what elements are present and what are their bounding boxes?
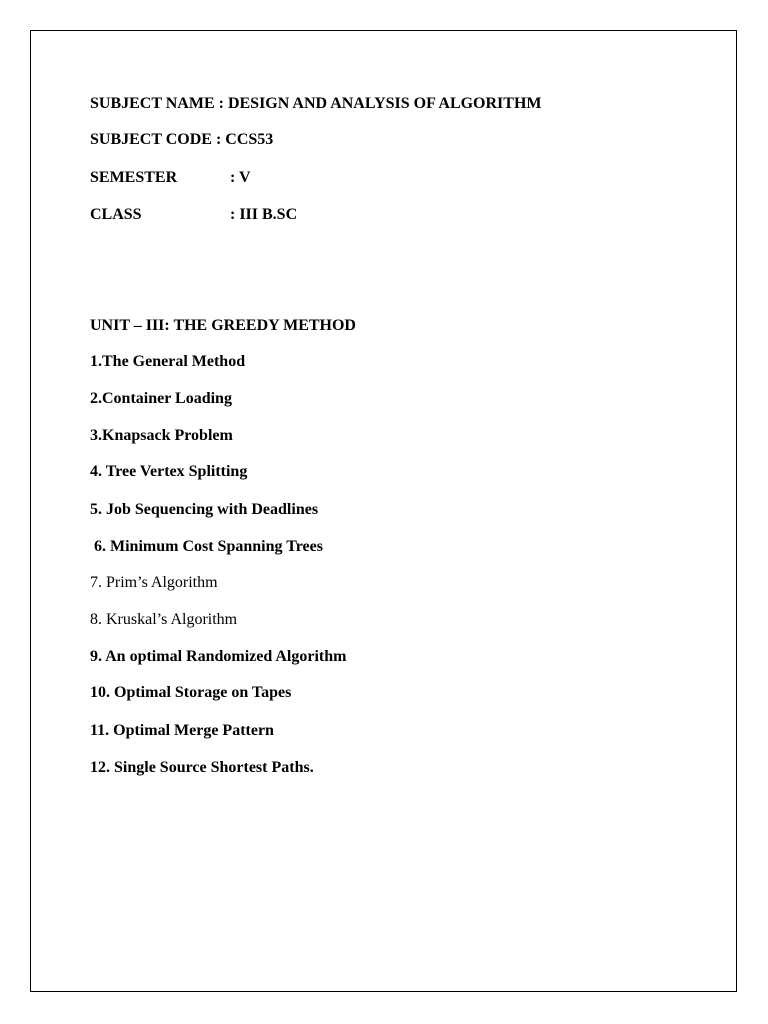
topic-item: 8. Kruskal’s Algorithm [90, 611, 238, 628]
topic-item: 9. An optimal Randomized Algorithm [90, 648, 347, 665]
topic-item: 12. Single Source Shortest Paths. [90, 759, 314, 776]
unit-title: UNIT – III: THE GREEDY METHOD [90, 317, 356, 334]
topic-item: 4. Tree Vertex Splitting [90, 463, 248, 480]
subject-code: SUBJECT CODE : CCS53 [90, 131, 274, 148]
topic-item: 1.The General Method [90, 353, 246, 370]
class-value: : III B.SC [230, 206, 298, 223]
topic-item: 11. Optimal Merge Pattern [90, 722, 274, 739]
topic-item: 2.Container Loading [90, 390, 232, 407]
topic-item: 3.Knapsack Problem [90, 427, 233, 444]
topic-item: 7. Prim’s Algorithm [90, 574, 218, 591]
class-row [90, 206, 298, 224]
semester-row [90, 169, 251, 187]
class-label: CLASS [90, 206, 142, 223]
topic-item: 6. Minimum Cost Spanning Trees [90, 538, 323, 555]
semester-label: SEMESTER [90, 169, 178, 186]
semester-value: : V [230, 169, 251, 186]
topic-item: 10. Optimal Storage on Tapes [90, 684, 292, 701]
topic-item: 5. Job Sequencing with Deadlines [90, 501, 319, 518]
subject-name: SUBJECT NAME : DESIGN AND ANALYSIS OF ALGORITHM [90, 95, 542, 112]
